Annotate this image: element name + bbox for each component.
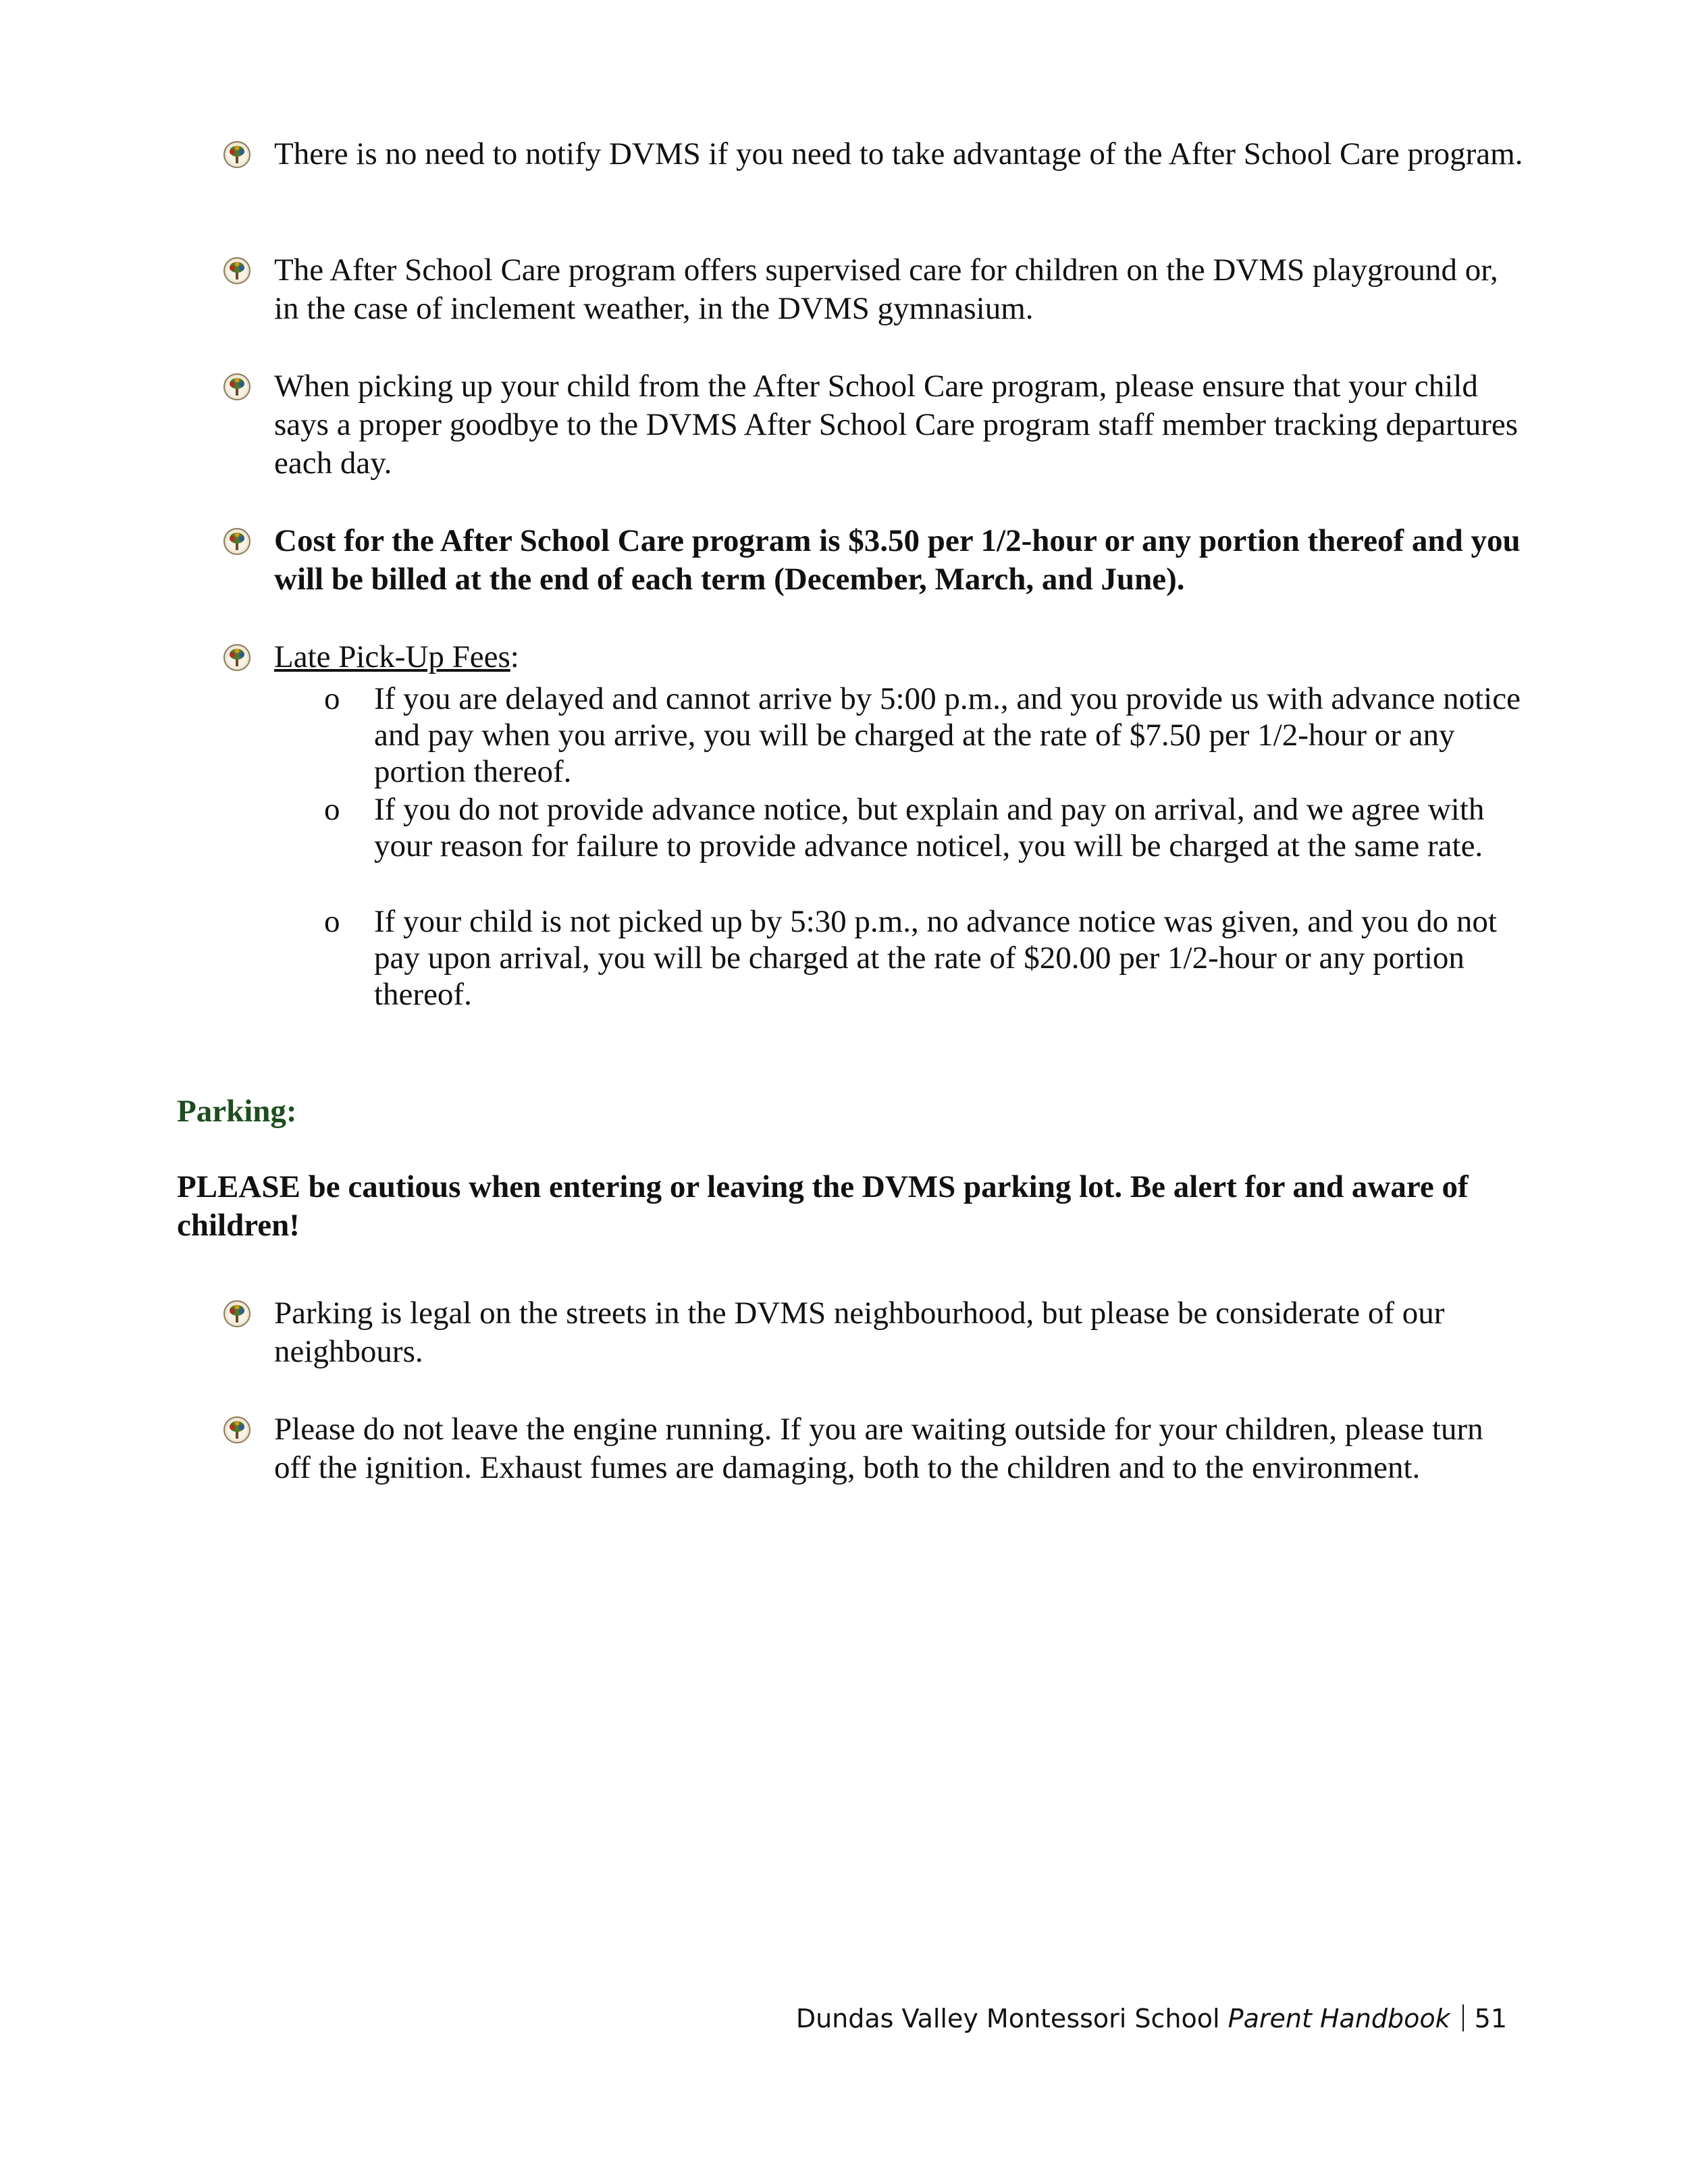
tree-bullet-icon	[223, 140, 251, 169]
footer-school: Dundas Valley Montessori School	[795, 2004, 1220, 2033]
list-marker: o	[324, 904, 340, 939]
tree-bullet-icon	[223, 527, 251, 556]
cost-bullet-text: Cost for the After School Care program is $3.50 per 1/2-hour or any portion thereof and you will be billed at the end of each term (December, March, and June).	[274, 523, 1521, 597]
parking-warning: PLEASE be cautious when entering or leaving the DVMS parking lot. Be alert for and aware of children!	[177, 1169, 1469, 1243]
page-number: 51	[1474, 2004, 1507, 2033]
tree-bullet-icon	[223, 373, 251, 401]
tree-bullet-icon	[223, 1300, 251, 1328]
late-fees-colon: :	[510, 639, 519, 674]
parking-heading: Parking:	[177, 1094, 297, 1129]
sub-item-text: If you are delayed and cannot arrive by 5:00 p.m., and you provide us with advance notice and pay when you arrive, you will be charged at the rate of $7.50 per 1/2-hour or any portion thereof.	[374, 681, 1521, 789]
tree-bullet-icon	[223, 257, 251, 285]
late-fees-heading	[274, 638, 1523, 676]
bullet-text: Please do not leave the engine running. If you are waiting outside for your children, please turn off the ignition. Exhaust fumes are damaging, both to the children and to the environment.	[274, 1412, 1483, 1485]
tree-bullet-icon	[223, 643, 251, 672]
bullet-text: When picking up your child from the After School Care program, please ensure that your child says a proper goodbye to the DVMS After School Care program staff member tracking departures each day.	[274, 369, 1519, 481]
tree-bullet-icon	[223, 1416, 251, 1444]
page-footer	[796, 2002, 1507, 2035]
footer-divider	[1462, 2004, 1464, 2031]
sub-item-text: If you do not provide advance notice, but explain and pay on arrival, and we agree with your reason for failure to provide advance noticel, you will be charged at the same rate.	[374, 792, 1485, 863]
list-marker: o	[324, 681, 340, 716]
footer-doc-title: Parent Handbook	[1228, 2004, 1450, 2033]
late-fees-label: Late Pick-Up Fees	[274, 639, 510, 674]
bullet-text: There is no need to notify DVMS if you need to take advantage of the After School Care program.	[274, 136, 1523, 171]
bullet-text: Parking is legal on the streets in the DVMS neighbourhood, but please be considerate of our neighbours.	[274, 1296, 1445, 1369]
sub-item-text: If your child is not picked up by 5:30 p.m., no advance notice was given, and you do not pay upon arrival, you will be charged at the rate of $20.00 per 1/2-hour or any portion thereof.	[374, 904, 1497, 1012]
bullet-text: The After School Care program offers supervised care for children on the DVMS playground or, in the case of inclement weather, in the DVMS gymnasium.	[274, 252, 1498, 326]
list-marker: o	[324, 792, 340, 827]
